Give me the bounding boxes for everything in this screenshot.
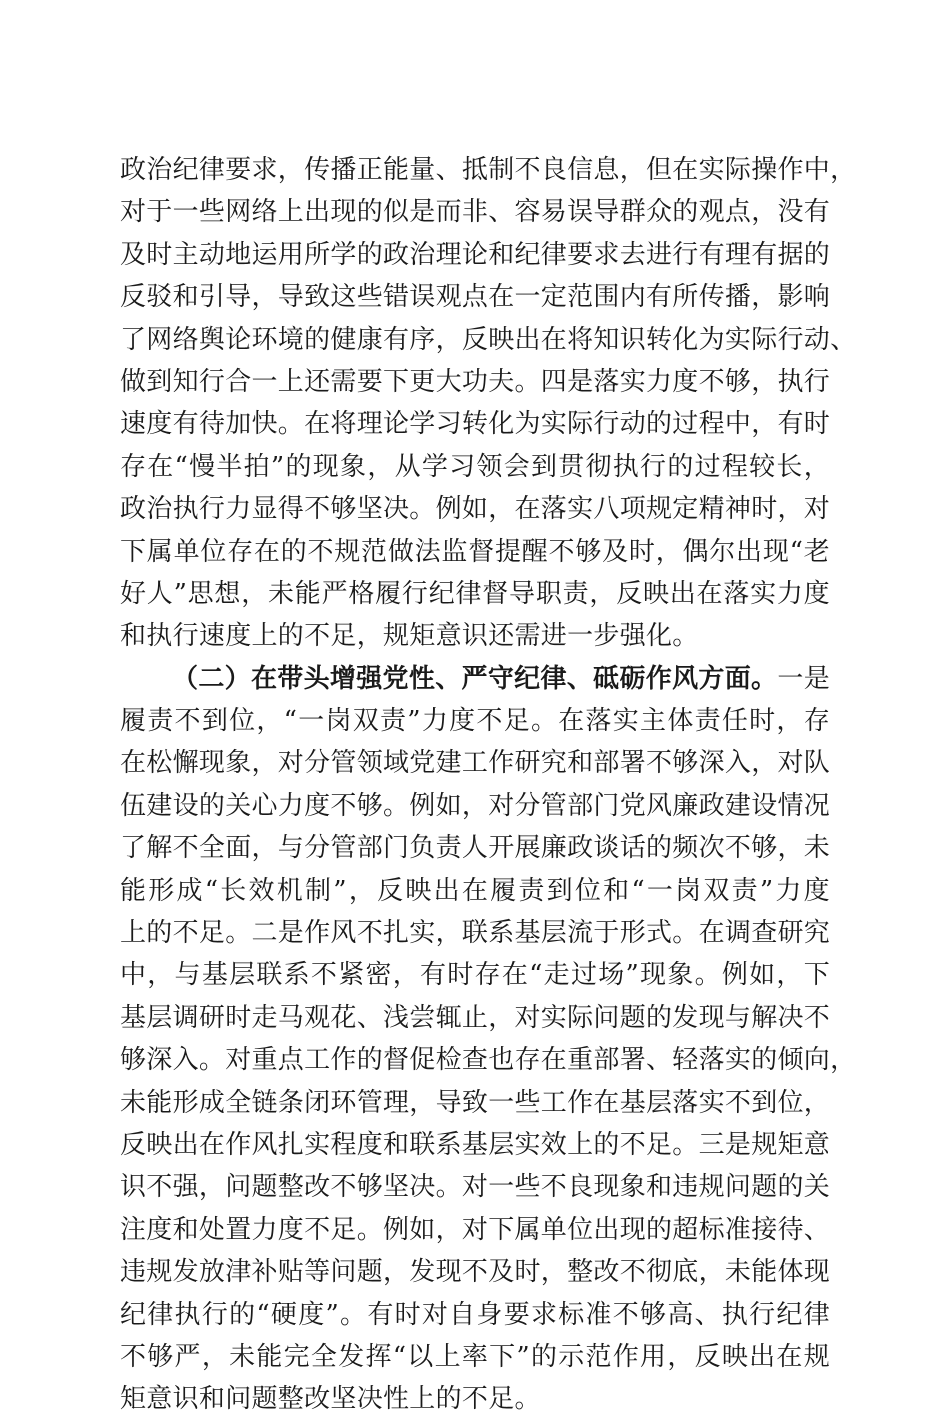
paragraph-line: 中，与基层联系不紧密，有时存在“走过场”现象。例如，下 [120, 960, 830, 991]
paragraph-line: 反映出在作风扎实程度和联系基层实效上的不足。三是规矩意 [120, 1129, 831, 1160]
paragraph-line: 反驳和引导，导致这些错误观点在一定范围内有所传播，影响 [120, 282, 831, 313]
paragraph-line: 下属单位存在的不规范做法监督提醒不够及时，偶尔出现“老 [120, 536, 830, 567]
paragraph-line: 履责不到位，“一岗双责”力度不足。在落实主体责任时，存 [120, 706, 830, 737]
paragraph-line: 政治执行力显得不够坚决。例如，在落实八项规定精神时，对 [120, 494, 831, 525]
paragraph-line: 纪律执行的“硬度”。有时对自身要求标准不够高、执行纪律 [120, 1299, 830, 1330]
paragraph-line: 注度和处置力度不足。例如，对下属单位出现的超标准接待、 [120, 1214, 831, 1245]
document-body [120, 149, 857, 1421]
paragraph-line: 速度有待加快。在将理论学习转化为实际行动的过程中，有时 [120, 409, 831, 440]
paragraph-line: 违规发放津补贴等问题，发现不及时，整改不彻底，未能体现 [120, 1257, 831, 1288]
paragraph-line: 矩意识和问题整改坚决性上的不足。 [120, 1384, 541, 1415]
section-heading-tail: 一是 [777, 663, 830, 694]
paragraph-line: 基层调研时走马观花、浅尝辄止，对实际问题的发现与解决不 [120, 1002, 831, 1033]
paragraph-line: 和执行速度上的不足，规矩意识还需进一步强化。 [120, 621, 699, 652]
paragraph-line: 做到知行合一上还需要下更大功夫。四是落实力度不够，执行 [120, 366, 831, 397]
paragraph-line: 了网络舆论环境的健康有序，反映出在将知识转化为实际行动、 [120, 324, 857, 355]
paragraph-line: 好人”思想，未能严格履行纪律督导职责，反映出在落实力度 [120, 578, 830, 609]
section-heading: （二）在带头增强党性、严守纪律、砥砺作风方面。 [172, 663, 778, 694]
paragraph-line: 不够严，未能完全发挥“以上率下”的示范作用，反映出在规 [120, 1341, 830, 1372]
paragraph-line: 上的不足。二是作风不扎实，联系基层流于形式。在调查研究 [120, 918, 831, 949]
section-heading-line [120, 658, 830, 700]
paragraph-line: 存在“慢半拍”的现象，从学习领会到贯彻执行的过程较长， [120, 451, 830, 482]
paragraph-line: 政治纪律要求，传播正能量、抵制不良信息，但在实际操作中， [120, 155, 857, 185]
paragraph-line: 未能形成全链条闭环管理，导致一些工作在基层落实不到位， [120, 1087, 831, 1118]
paragraph-line: 够深入。对重点工作的督促检查也存在重部署、轻落实的倾向， [120, 1045, 857, 1076]
paragraph-line: 了解不全面，与分管部门负责人开展廉政谈话的频次不够，未 [120, 833, 831, 864]
paragraph-line: 对于一些网络上出现的似是而非、容易误导群众的观点，没有 [120, 197, 831, 228]
paragraph-line: 识不强，问题整改不够坚决。对一些不良现象和违规问题的关 [120, 1172, 831, 1203]
paragraph-line: 在松懈现象，对分管领域党建工作研究和部署不够深入，对队 [120, 748, 831, 779]
paragraph-line: 及时主动地运用所学的政治理论和纪律要求去进行有理有据的 [120, 239, 831, 270]
paragraph-line: 伍建设的关心力度不够。例如，对分管部门党风廉政建设情况 [120, 790, 831, 821]
paragraph-line: 能形成“长效机制”，反映出在履责到位和“一岗双责”力度 [120, 875, 830, 906]
